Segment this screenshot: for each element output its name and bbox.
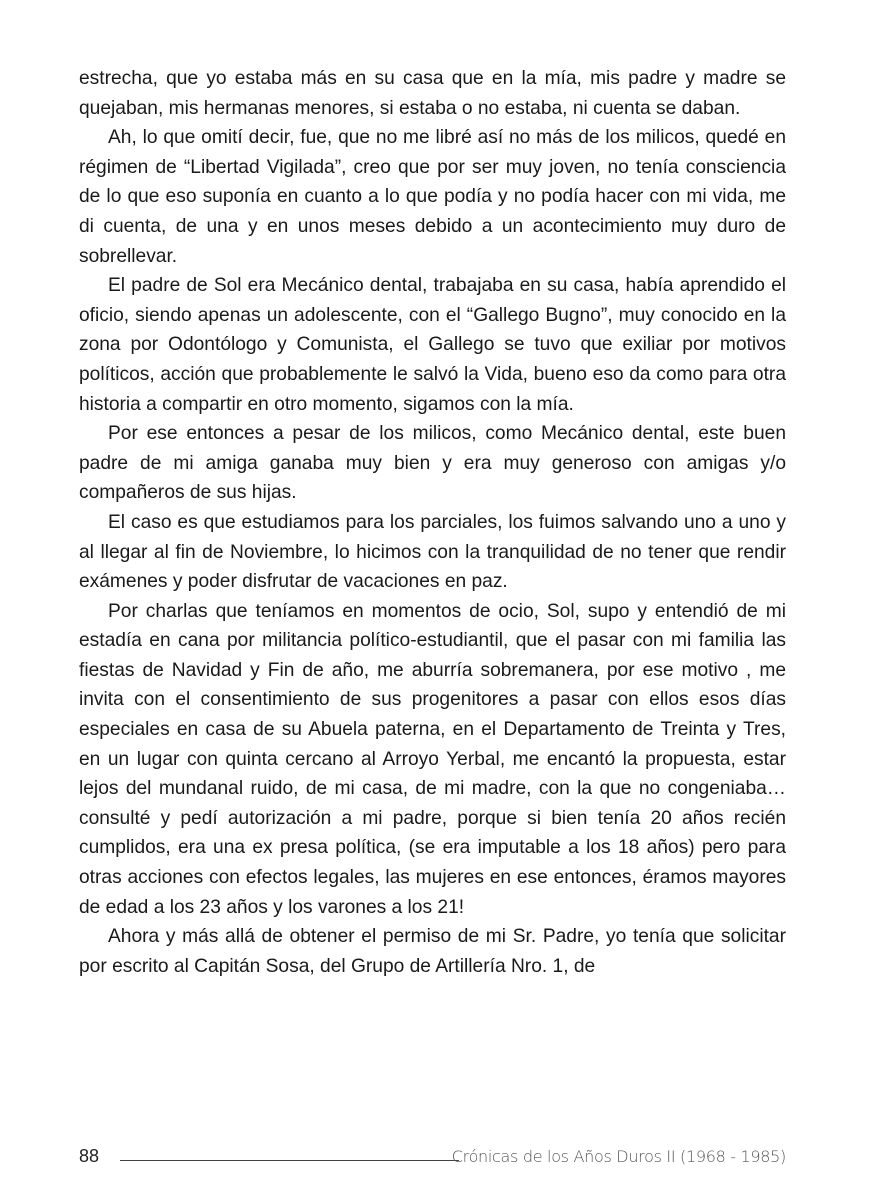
paragraph: Ah, lo que omití decir, fue, que no me libré así no más de los milicos, quedé en régimen de “Libertad Vigilada”, creo que por ser muy joven, no tenía consciencia de lo que eso suponía en cuanto a lo que podía y no podía hacer con mi vida, me di cuenta, de una y en unos meses debido a un acontecimiento muy duro de sobrellevar. bbox=[79, 127, 786, 267]
paragraph: Ahora y más allá de obtener el permiso de mi Sr. Padre, yo tenía que solicitar por escrito al Capitán Sosa, del Grupo de Artillería Nro. 1, de bbox=[79, 926, 786, 977]
paragraph: El caso es que estudiamos para los parciales, los fuimos salvando uno a uno y al llegar al fin de Noviembre, lo hicimos con la tranquilidad de no tener que rendir exámenes y poder disfrutar de vacaciones en paz. bbox=[79, 511, 786, 593]
paragraph: El padre de Sol era Mecánico dental, trabajaba en su casa, había aprendido el oficio, siendo apenas un adolescente, con el “Gallego Bugno”, muy conocido en la zona por Odontólogo y Comunista, el Gallego se tuvo que exiliar por motivos políticos, acción que probablemente le salvó la Vida, bueno eso da como para otra historia a compartir en otro momento, sigamos con la mía. bbox=[79, 275, 786, 415]
page-number: 88 bbox=[79, 1146, 100, 1166]
paragraph: Por ese entonces a pesar de los milicos, como Mecánico dental, este buen padre de mi amiga ganaba muy bien y era muy generoso con amigas y/o compañeros de sus hijas. bbox=[79, 423, 786, 504]
paragraph: estrecha, que yo estaba más en su casa que en la mía, mis padre y madre se quejaban, mis hermanas menores, si estaba o no estaba, ni cuenta se daban. bbox=[79, 68, 786, 119]
footer-divider bbox=[120, 1160, 459, 1161]
page-footer bbox=[79, 1144, 786, 1174]
body-text bbox=[79, 64, 786, 981]
paragraph: Por charlas que teníamos en momentos de ocio, Sol, supo y entendió de mi estadía en cana por militancia político-estudiantil, que el pasar con mi familia las fiestas de Navidad y Fin de año, me aburría sobremanera, por ese motivo , me invita con el consentimiento de sus progenitores a pasar con ellos esos días especiales en casa de su Abuela paterna, en el Departamento de Treinta y Tres, en un lugar con quinta cercano al Arroyo Yerbal, me encantó la propuesta, estar lejos del mundanal ruido, de mi casa, de mi madre, con la que no congeniaba…consulté y pedí autorización a mi padre, porque si bien tenía 20 años recién cumplidos, era una ex presa política, (se era imputable a los 18 años) pero para otras acciones con efectos legales, las mujeres en ese entonces, éramos mayores de edad a los 23 años y los varones a los 21! bbox=[79, 600, 786, 918]
running-title: Crónicas de los Años Duros II (1968 - 1985) bbox=[451, 1147, 786, 1166]
